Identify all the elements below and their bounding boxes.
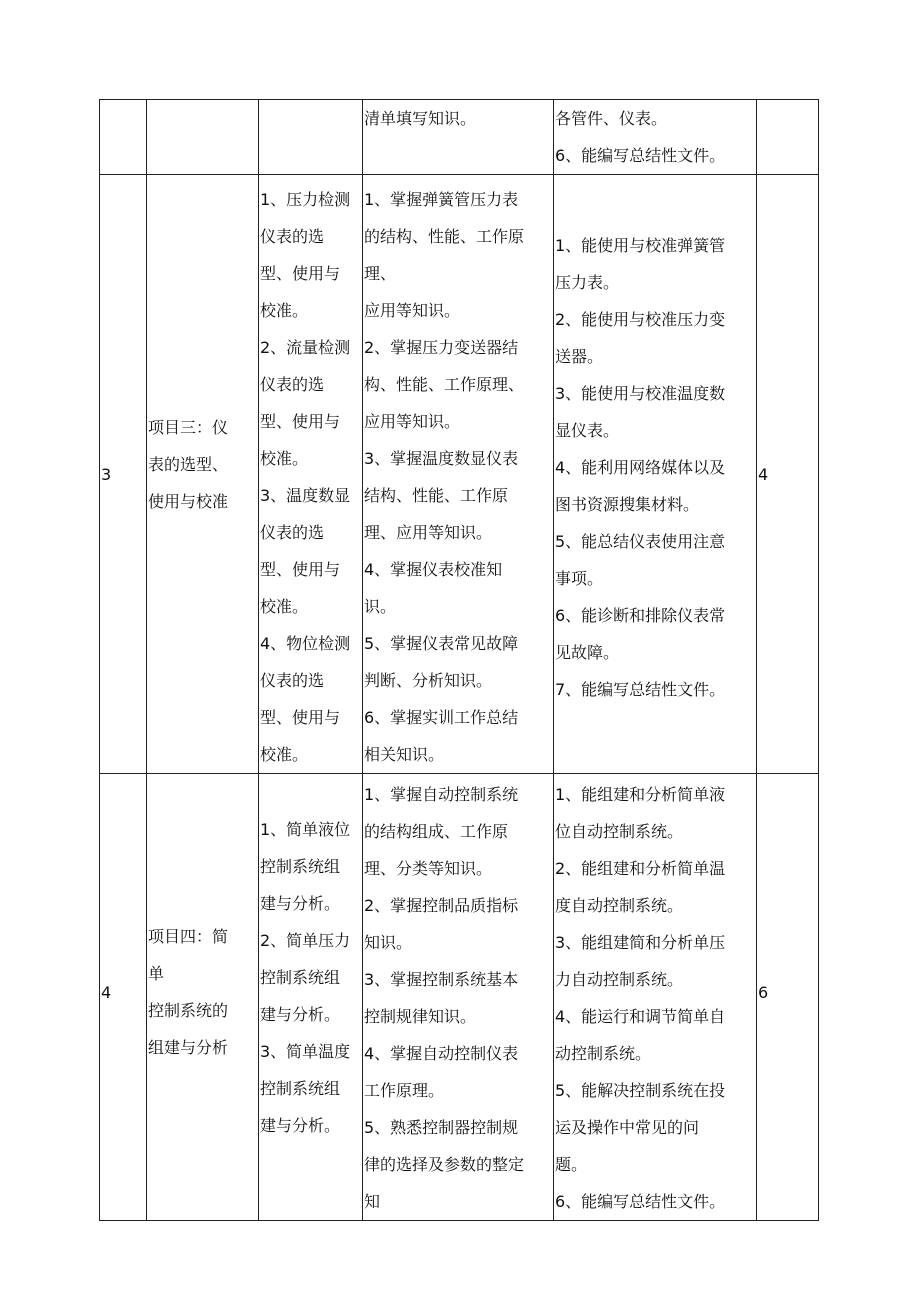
cell-skills: 1、能组建和分析简单液 位自动控制系统。 2、能组建和分析简单温 度自动控制系统。 3、能组建简和分析单压 力自动控制系统。 4、能运行和调节简单自 动控制系统。 5、能解决控制系统在投 运及操作中常见的问 题。 6、能编写总结性文件。 bbox=[554, 774, 757, 1221]
cell-hours bbox=[757, 100, 819, 175]
course-table bbox=[99, 99, 819, 1221]
table-row bbox=[100, 100, 819, 175]
cell-hours: 4 bbox=[757, 175, 819, 774]
table-row bbox=[100, 175, 819, 774]
cell-project: 项目四：简 单 控制系统的 组建与分析 bbox=[147, 774, 259, 1221]
cell-knowledge: 1、掌握自动控制系统 的结构组成、工作原 理、分类等知识。 2、掌握控制品质指标 知识。 3、掌握控制系统基本 控制规律知识。 4、掌握自动控制仪表 工作原理。 5、熟悉控制器控制规 律的选择及参数的整定 知 bbox=[363, 774, 554, 1221]
table-row bbox=[100, 774, 819, 1221]
cell-knowledge: 1、掌握弹簧管压力表 的结构、性能、工作原 理、 应用等知识。 2、掌握压力变送器结 构、性能、工作原理、 应用等知识。 3、掌握温度数显仪表 结构、性能、工作原 理、应用等知识。 4、掌握仪表校准知 识。 5、掌握仪表常见故障 判断、分析知识。 6、掌握实训工作总结 相关知识。 bbox=[363, 175, 554, 774]
cell-task bbox=[259, 100, 363, 175]
cell-knowledge: 清单填写知识。 bbox=[363, 100, 554, 175]
cell-no bbox=[100, 100, 147, 175]
cell-hours: 6 bbox=[757, 774, 819, 1221]
cell-task: 1、简单液位 控制系统组 建与分析。 2、简单压力 控制系统组 建与分析。 3、简单温度 控制系统组 建与分析。 bbox=[259, 774, 363, 1221]
cell-no: 3 bbox=[100, 175, 147, 774]
cell-no: 4 bbox=[100, 774, 147, 1221]
cell-project bbox=[147, 100, 259, 175]
cell-task: 1、压力检测 仪表的选 型、使用与 校准。 2、流量检测 仪表的选 型、使用与 校准。 3、温度数显 仪表的选 型、使用与 校准。 4、物位检测 仪表的选 型、使用与 校准。 bbox=[259, 175, 363, 774]
cell-skills: 各管件、仪表。 6、能编写总结性文件。 bbox=[554, 100, 757, 175]
cell-project: 项目三：仪 表的选型、 使用与校准 bbox=[147, 175, 259, 774]
cell-skills: 1、能使用与校准弹簧管 压力表。 2、能使用与校准压力变 送器。 3、能使用与校准温度数 显仪表。 4、能利用网络媒体以及 图书资源搜集材料。 5、能总结仪表使用注意 事项。 6、能诊断和排除仪表常 见故障。 7、能编写总结性文件。 bbox=[554, 175, 757, 774]
